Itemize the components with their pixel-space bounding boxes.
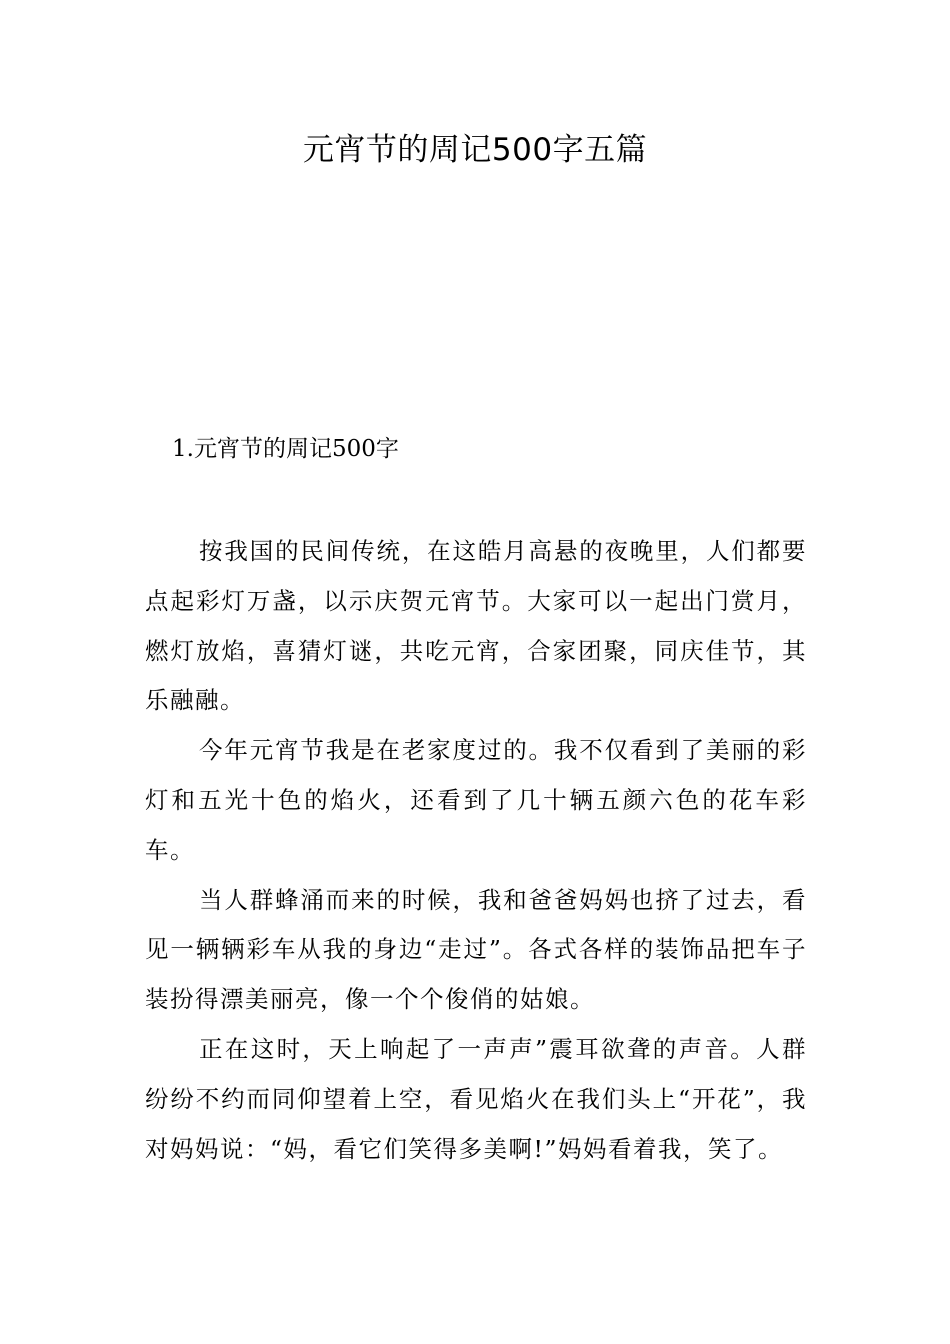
- paragraph: 按我国的民间传统，在这皓月高悬的夜晚里，人们都要点起彩灯万盏，以示庆贺元宵节。大家可以一起出门赏月，燃灯放焰，喜猜灯谜，共吃元宵，合家团聚，同庆佳节，其乐融融。: [145, 537, 807, 715]
- paragraph: 正在这时，天上响起了一声声”震耳欲聋的声音。人群纷纷不约而同仰望着上空，看见焰火在我们头上“开花”，我对妈妈说：“妈，看它们笑得多美啊!”妈妈看着我，笑了。: [145, 1034, 807, 1163]
- paragraph: 今年元宵节我是在老家度过的。我不仅看到了美丽的彩灯和五光十色的焰火，还看到了几十辆五颜六色的花车彩车。: [145, 736, 807, 864]
- section-heading: 1.元宵节的周记500字: [172, 436, 399, 462]
- section-body: [145, 527, 807, 1174]
- paragraph: 当人群蜂涌而来的时候，我和爸爸妈妈也挤了过去，看见一辆辆彩车从我的身边“走过”。各式各样的装饰品把车子装扮得漂美丽亮，像一个个俊俏的姑娘。: [145, 885, 807, 1014]
- document-title: 元宵节的周记500字五篇: [302, 132, 648, 168]
